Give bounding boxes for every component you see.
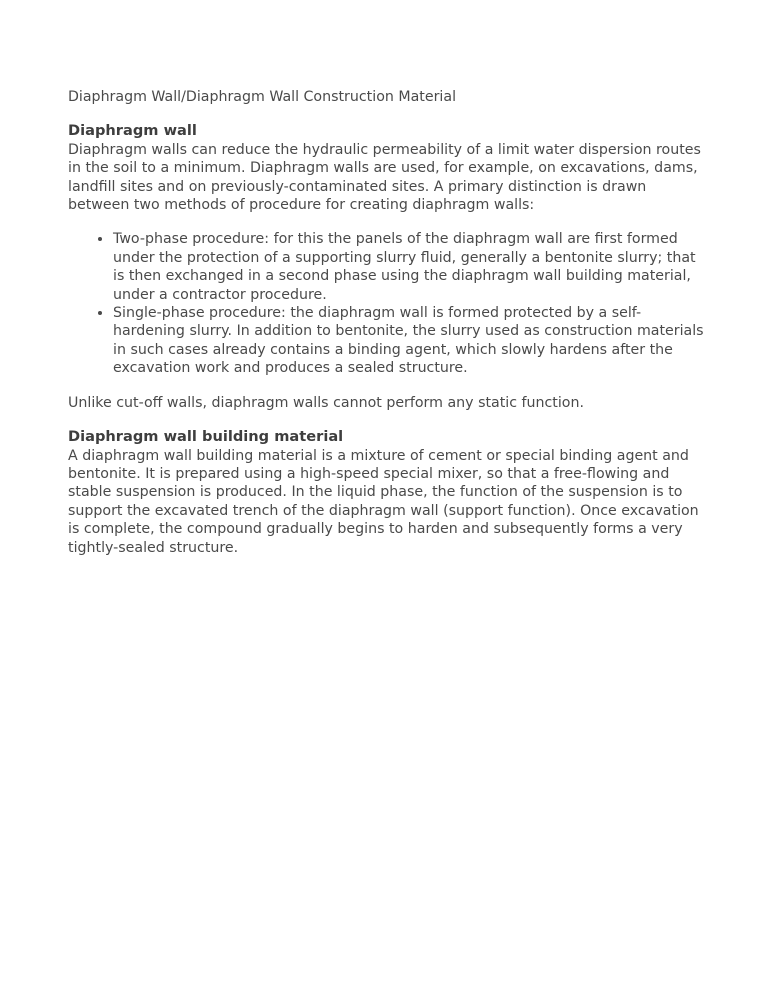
building-material-paragraph: A diaphragm wall building material is a mixture of cement or special binding agent and bentonite. It is prepared using a high-speed special mixer, so that a free-flowing and stable suspension is produced. In the liquid phase, the function of the suspension is to support the excavated trench of the diaphragm wall (support function). Once excavation is complete, the compound gradually begins to harden and subsequently forms a very tightly-sealed structure. [68, 447, 699, 556]
section-heading-diaphragm-wall: Diaphragm wall [68, 122, 197, 140]
list-item-two-phase: • Two-phase procedure: for this the panels of the diaphragm wall are first formed under the protection of a supporting slurry fluid, generally a bentonite slurry; that is then exchanged in a second phase using the diaphragm wall building material, under a contractor procedure. [113, 230, 708, 304]
procedure-list [68, 230, 708, 377]
section-intro-paragraph: Diaphragm walls can reduce the hydraulic permeability of a limit water dispersion routes in the soil to a minimum. Diaphragm walls are used, for example, on excavations, dams, landfill sites and on previously-contaminated sites. A primary distinction is drawn between two methods of procedure for creating diaphragm walls: [68, 141, 701, 214]
document-title: Diaphragm Wall/Diaphragm Wall Construction Material [68, 89, 457, 105]
list-item-single-phase: • Single-phase procedure: the diaphragm wall is formed protected by a self-hardening slurry. In addition to bentonite, the slurry used as construction materials in such cases already contains a binding agent, which slowly hardens after the excavation work and produces a sealed structure. [113, 304, 708, 378]
closing-paragraph: Unlike cut-off walls, diaphragm walls cannot perform any static function. [68, 394, 584, 411]
section-heading-building-material: Diaphragm wall building material [68, 428, 344, 446]
document-page [68, 88, 708, 557]
